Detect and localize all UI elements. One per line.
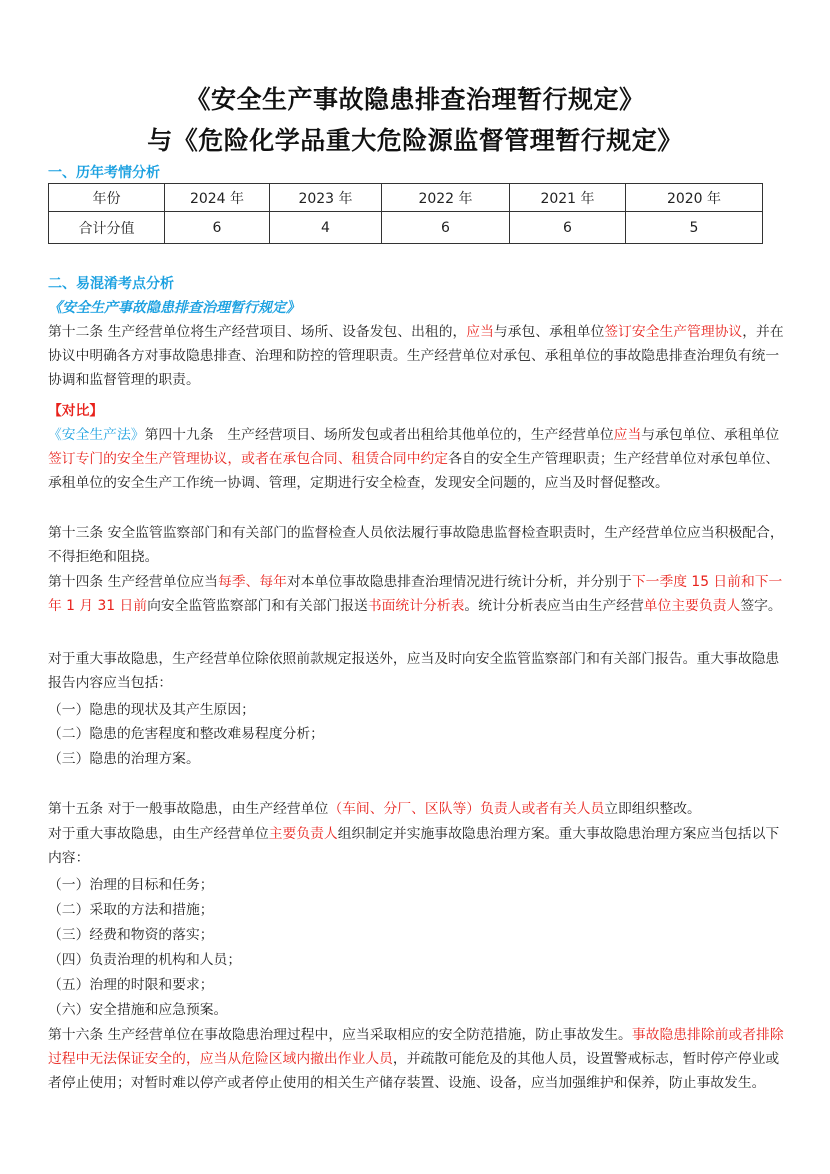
document-title-line-2: 与《危险化学品重大危险源监督管理暂行规定》 (147, 126, 683, 155)
table-cell: 2022 年 (382, 184, 510, 212)
table-cell: 6 (510, 212, 626, 244)
highlight-text: 单位主要负责人 (643, 598, 741, 614)
list-item: （六）安全措施和应急预案。 (48, 1002, 228, 1018)
highlight-text: 签订安全生产管理协议 (604, 324, 743, 340)
list-item: （一）隐患的现状及其产生原因； (48, 702, 255, 718)
article-16-text: 第十六条 生产经营单位在事故隐患治理过程中，应当采取相应的安全防范措施，防止事故发生。 (48, 1027, 632, 1043)
highlight-text: 事故隐患排除前或者排除过程中无法保证安全的，应当从危险区域内撤出作业人员 (48, 1027, 784, 1067)
table-cell: 年份 (49, 184, 165, 212)
article-14-text: 向安全监管监察部门和有关部门报送 (147, 598, 368, 614)
law-name: 《安全生产法》 (48, 427, 145, 443)
highlight-text: 下一季度 15 日前和下一年 1 月 31 日前 (48, 574, 783, 614)
article-14-text: 签字。 (740, 598, 782, 614)
table-header-row (49, 184, 763, 212)
table-cell: 5 (626, 212, 763, 244)
section-1-heading: 一、历年考情分析 (48, 165, 160, 181)
table-cell: 2023 年 (270, 184, 382, 212)
list-item: （三）经费和物资的落实； (48, 927, 214, 943)
table-cell: 2024 年 (165, 184, 270, 212)
highlight-text: 主要负责人 (268, 826, 338, 842)
table-cell: 2021 年 (510, 184, 626, 212)
compare-label: 【对比】 (48, 403, 104, 419)
article-12-text: 与承包、承租单位 (493, 324, 605, 340)
highlight-text: （车间、分厂、区队等）负责人或者有关人员 (328, 801, 605, 817)
highlight-text: 应当 (466, 324, 494, 340)
table-cell: 6 (165, 212, 270, 244)
article-14-text: 。统计分析表应当由生产经营 (464, 598, 644, 614)
exam-score-table (48, 183, 763, 244)
section-2-heading: 二、易混淆考点分析 (48, 276, 174, 292)
article-16-text: ，并疏散可能危及的其他人员，设置警戒标志，暂时停产停业或者停止使用；对暂时难以停产或者停止使用的相关生产储存装置、设施、设备，应当加强维护和保养，防止事故发生。 (48, 1051, 780, 1091)
article-14-text: 对本单位事故隐患排查治理情况进行统计分析，并分别于 (286, 574, 632, 590)
compare-text: 第四十九条 生产经营项目、场所发包或者出租给其他单位的，生产经营单位 (144, 427, 614, 443)
article-15-text: 组织制定并实施事故隐患治理方案。重大事故隐患治理方案应当包括以下内容： (48, 826, 780, 866)
article-15-text: 第十五条 对于一般事故隐患，由生产经营单位 (48, 801, 329, 817)
list-item: （二）采取的方法和措施； (48, 902, 214, 918)
highlight-text: 每季、每年 (217, 574, 287, 590)
document-title-line-1: 《安全生产事故隐患排查治理暂行规定》 (185, 85, 645, 114)
article-14-text: 第十四条 生产经营单位应当 (48, 574, 218, 590)
list-item: （二）隐患的危害程度和整改难易程度分析； (48, 726, 324, 742)
table-cell: 合计分值 (49, 212, 165, 244)
highlight-text: 签订专门的安全生产管理协议，或者在承包合同、租赁合同中约定 (48, 451, 449, 467)
table-cell: 6 (382, 212, 510, 244)
compare-text: 各自的安全生产管理职责；生产经营单位对承包单位、承租单位的安全生产工作统一协调、管理，定期进行安全检查，发现安全问题的，应当及时督促整改。 (48, 451, 780, 491)
article-14-paragraph-2: 对于重大事故隐患，生产经营单位除依照前款规定报送外，应当及时向安全监管监察部门和有关部门报告。重大事故隐患报告内容应当包括： (48, 651, 780, 691)
table-cell: 2020 年 (626, 184, 763, 212)
article-12-paragraph (48, 320, 788, 392)
highlight-text: 书面统计分析表 (367, 598, 465, 614)
list-item: （四）负责治理的机构和人员； (48, 952, 242, 968)
compare-paragraph (48, 423, 788, 495)
article-16-paragraph (48, 1023, 788, 1095)
list-item: （一）治理的目标和任务； (48, 877, 214, 893)
article-15-paragraph (48, 797, 788, 821)
list-item: （五）治理的时限和要求； (48, 977, 214, 993)
table-row (49, 212, 763, 244)
article-12-text: 第十二条 生产经营单位将生产经营项目、场所、设备发包、出租的， (48, 324, 467, 340)
article-15-text: 立即组织整改。 (604, 801, 701, 817)
article-12-text: ，并在协议中明确各方对事故隐患排查、治理和防控的管理职责。生产经营单位对承包、承租单位的事故隐患排查治理负有统一协调和监督管理的职责。 (48, 324, 784, 388)
article-14-paragraph (48, 570, 788, 618)
highlight-text: 应当 (613, 427, 642, 443)
table-cell: 4 (270, 212, 382, 244)
article-15-text: 对于重大事故隐患，由生产经营单位 (48, 826, 269, 842)
list-item: （三）隐患的治理方案。 (48, 751, 200, 767)
compare-text: 与承包单位、承租单位 (641, 427, 780, 443)
section-2-subheading: 《安全生产事故隐患排查治理暂行规定》 (48, 300, 300, 316)
article-13-paragraph: 第十三条 安全监管监察部门和有关部门的监督检查人员依法履行事故隐患监督检查职责时，生产经营单位应当积极配合，不得拒绝和阻挠。 (48, 525, 784, 565)
article-15-paragraph-2 (48, 822, 788, 870)
